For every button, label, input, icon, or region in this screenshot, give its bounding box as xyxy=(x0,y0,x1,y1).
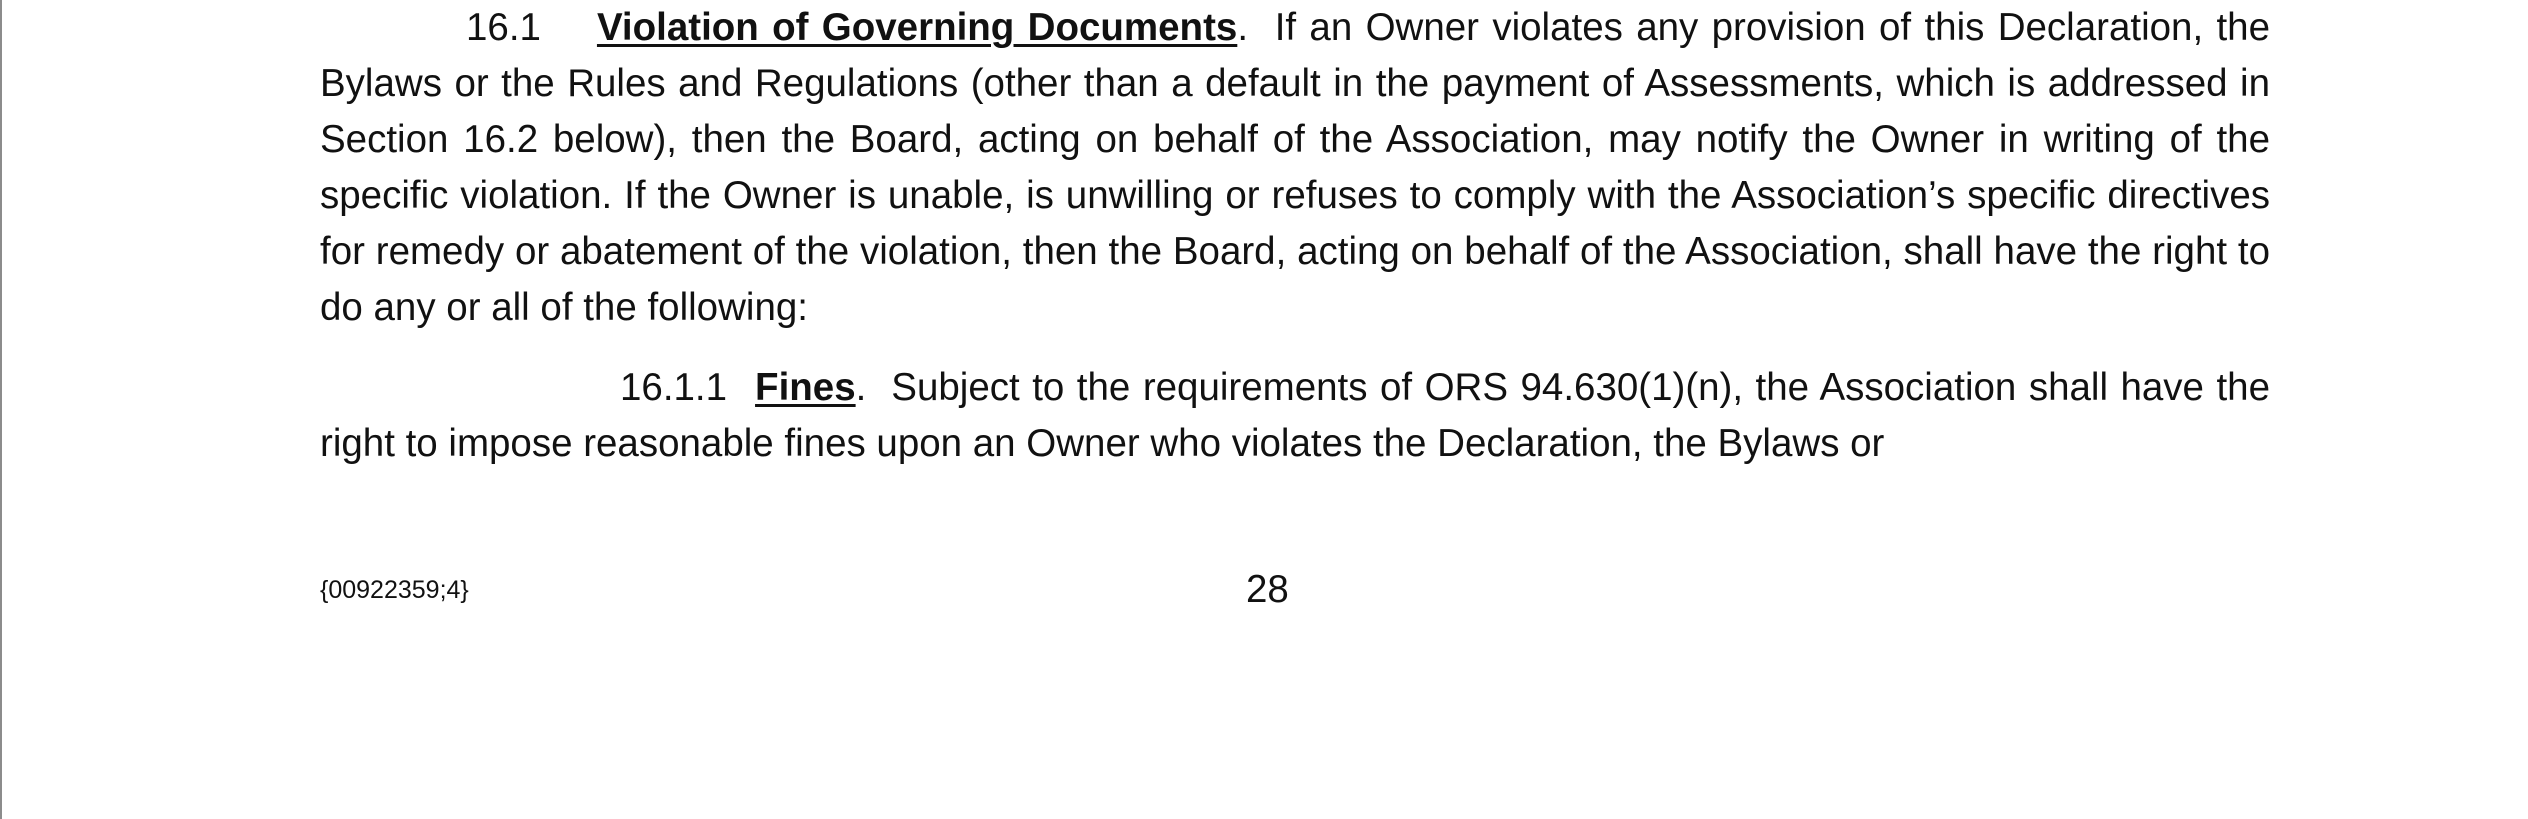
section-16-1-heading: Violation of Governing Documents xyxy=(596,6,1238,49)
section-16-1-paragraph xyxy=(320,0,2270,336)
document-body xyxy=(320,0,2270,472)
section-16-1-heading-punct: . xyxy=(1237,6,1249,49)
section-16-1-1-number: 16.1.1 xyxy=(620,366,728,409)
section-16-1-1-heading: Fines xyxy=(755,366,856,409)
footer-page-number: 28 xyxy=(1246,568,1289,611)
section-16-1-1-heading-punct: . xyxy=(855,366,867,409)
page-left-edge xyxy=(0,0,2,819)
section-16-1-number: 16.1 xyxy=(466,6,541,49)
footer-document-id: {00922359;4} xyxy=(320,576,469,604)
section-16-1-1-body: Subject to the requirements of ORS 94.630(1)(n), the Association shall have the right to impose reasonable fines upon an Owner who violates the Declaration, the Bylaws or xyxy=(320,366,2270,465)
section-16-1-1-paragraph xyxy=(320,360,2270,472)
section-16-1-body: If an Owner violates any provision of this Declaration, the Bylaws or the Rules and Regulations (other than a default in the payment of Assessments, which is addressed in Section 16.2 below), then the Board, acting on behalf of the Association, may notify the Owner in writing of the specific violation. If the Owner is unable, is unwilling or refuses to comply with the Association’s specific directives for remedy or abatement of the violation, then the Board, acting on behalf of the Association, shall have the right to do any or all of the following: xyxy=(320,6,2271,329)
